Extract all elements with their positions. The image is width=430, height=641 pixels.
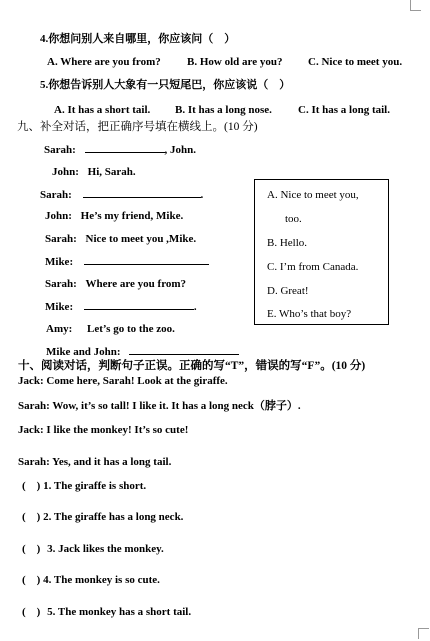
q4-option-c: C. Nice to meet you. xyxy=(308,56,403,68)
answer-blank[interactable] xyxy=(84,299,194,310)
section9-title: 九、补全对话，把正确序号填在横线上。(10 分) xyxy=(17,121,258,133)
corner-mark-bottom-right xyxy=(418,628,429,639)
answer-paren[interactable]: ( ) xyxy=(22,574,41,586)
option-e: E. Who’s that boy? xyxy=(267,308,352,320)
option-d: D. Great! xyxy=(267,285,309,297)
dialog-line xyxy=(52,165,136,179)
dialog-line xyxy=(45,209,183,223)
speaker-name: Sarah xyxy=(44,144,73,156)
answer-paren[interactable]: ( ) xyxy=(22,480,41,492)
answer-blank[interactable] xyxy=(85,142,165,153)
option-b: B. Hello. xyxy=(267,237,308,249)
dialog-text: . xyxy=(193,301,197,313)
answer-paren[interactable]: ( ) xyxy=(22,511,41,523)
answer-paren[interactable]: ( ) xyxy=(22,606,41,618)
answer-blank[interactable] xyxy=(83,187,201,198)
speaker-name: Sarah xyxy=(45,278,74,290)
corner-mark-top-right xyxy=(410,0,421,11)
answer-blank[interactable] xyxy=(129,344,239,355)
option-c: C. I’m from Canada. xyxy=(267,261,359,273)
answer-paren[interactable]: ( ) xyxy=(22,543,41,555)
reading-line: Jack: Come here, Sarah! Look at the giraffe. xyxy=(18,375,228,387)
colon: : xyxy=(68,210,72,222)
speaker-name: Mike xyxy=(45,301,70,313)
colon: : xyxy=(68,189,72,201)
judge-item xyxy=(22,573,160,587)
dialog-line xyxy=(45,277,186,291)
speaker-name: Mike and John xyxy=(46,346,117,358)
dialog-text: Let’s go to the zoo. xyxy=(87,323,175,335)
statement: 4. The monkey is so cute. xyxy=(43,574,160,586)
colon: : xyxy=(69,256,74,268)
dialog-text: Nice to meet you ,Mike. xyxy=(85,233,197,245)
reading-line: Sarah: Yes, and it has a long tail. xyxy=(18,456,172,468)
judge-item xyxy=(22,542,164,556)
dialog-text: Hi, Sarah. xyxy=(87,166,136,178)
colon: : xyxy=(73,278,77,290)
option-a-continued: too. xyxy=(285,213,302,225)
dialog-text: Where are you from? xyxy=(85,278,187,290)
statement: 2. The giraffe has a long neck. xyxy=(43,511,184,523)
q4-option-a: A. Where are you from? xyxy=(47,56,161,68)
answer-blank[interactable] xyxy=(84,254,209,265)
speaker-name: Mike xyxy=(45,256,70,268)
options-box xyxy=(254,179,389,325)
colon: : xyxy=(69,301,74,313)
colon: : xyxy=(75,166,79,178)
colon: : xyxy=(72,144,76,156)
colon: : xyxy=(116,346,121,358)
judge-item xyxy=(22,510,183,524)
dialog-line xyxy=(46,344,239,359)
q4-option-b: B. How old are you? xyxy=(187,56,283,68)
q5-option-a: A. It has a short tail. xyxy=(54,104,151,116)
colon: : xyxy=(73,233,77,245)
option-a: A. Nice to meet you, xyxy=(267,189,359,201)
dialog-text: He’s my friend, Mike. xyxy=(80,210,184,222)
dialog-line xyxy=(40,187,203,202)
q5-stem: 5.你想告诉别人大象有一只短尾巴，你应该说（ ） xyxy=(40,79,291,91)
colon: : xyxy=(68,323,73,335)
speaker-name: John xyxy=(52,166,76,178)
q5-option-c: C. It has a long tail. xyxy=(298,104,390,116)
statement: 3. Jack likes the monkey. xyxy=(47,543,164,555)
dialog-line xyxy=(44,142,196,157)
speaker-name: Sarah xyxy=(45,233,74,245)
dialog-text: . xyxy=(200,189,204,201)
dialog-line xyxy=(45,299,197,314)
statement: 5. The monkey has a short tail. xyxy=(47,606,192,618)
speaker-name: John xyxy=(45,210,69,222)
dialog-line xyxy=(45,232,196,246)
speaker-name: Amy xyxy=(46,323,69,335)
dialog-text: , John. xyxy=(164,144,197,156)
dialog-line xyxy=(46,322,175,336)
q4-stem: 4.你想问别人来自哪里，你应该问（ ） xyxy=(40,33,236,45)
section10-title: 十、阅读对话，判断句子正误。正确的写“T”，错误的写“F”。(10 分) xyxy=(18,360,366,372)
reading-line: Sarah: Wow, it’s so tall! I like it. It has a long neck（脖子）. xyxy=(18,400,301,412)
reading-line: Jack: I like the monkey! It’s so cute! xyxy=(18,424,189,436)
statement: 1. The giraffe is short. xyxy=(43,480,147,492)
judge-item xyxy=(22,605,191,619)
speaker-name: Sarah xyxy=(40,189,69,201)
judge-item xyxy=(22,479,146,493)
q5-option-b: B. It has a long nose. xyxy=(175,104,272,116)
dialog-line xyxy=(45,254,209,269)
